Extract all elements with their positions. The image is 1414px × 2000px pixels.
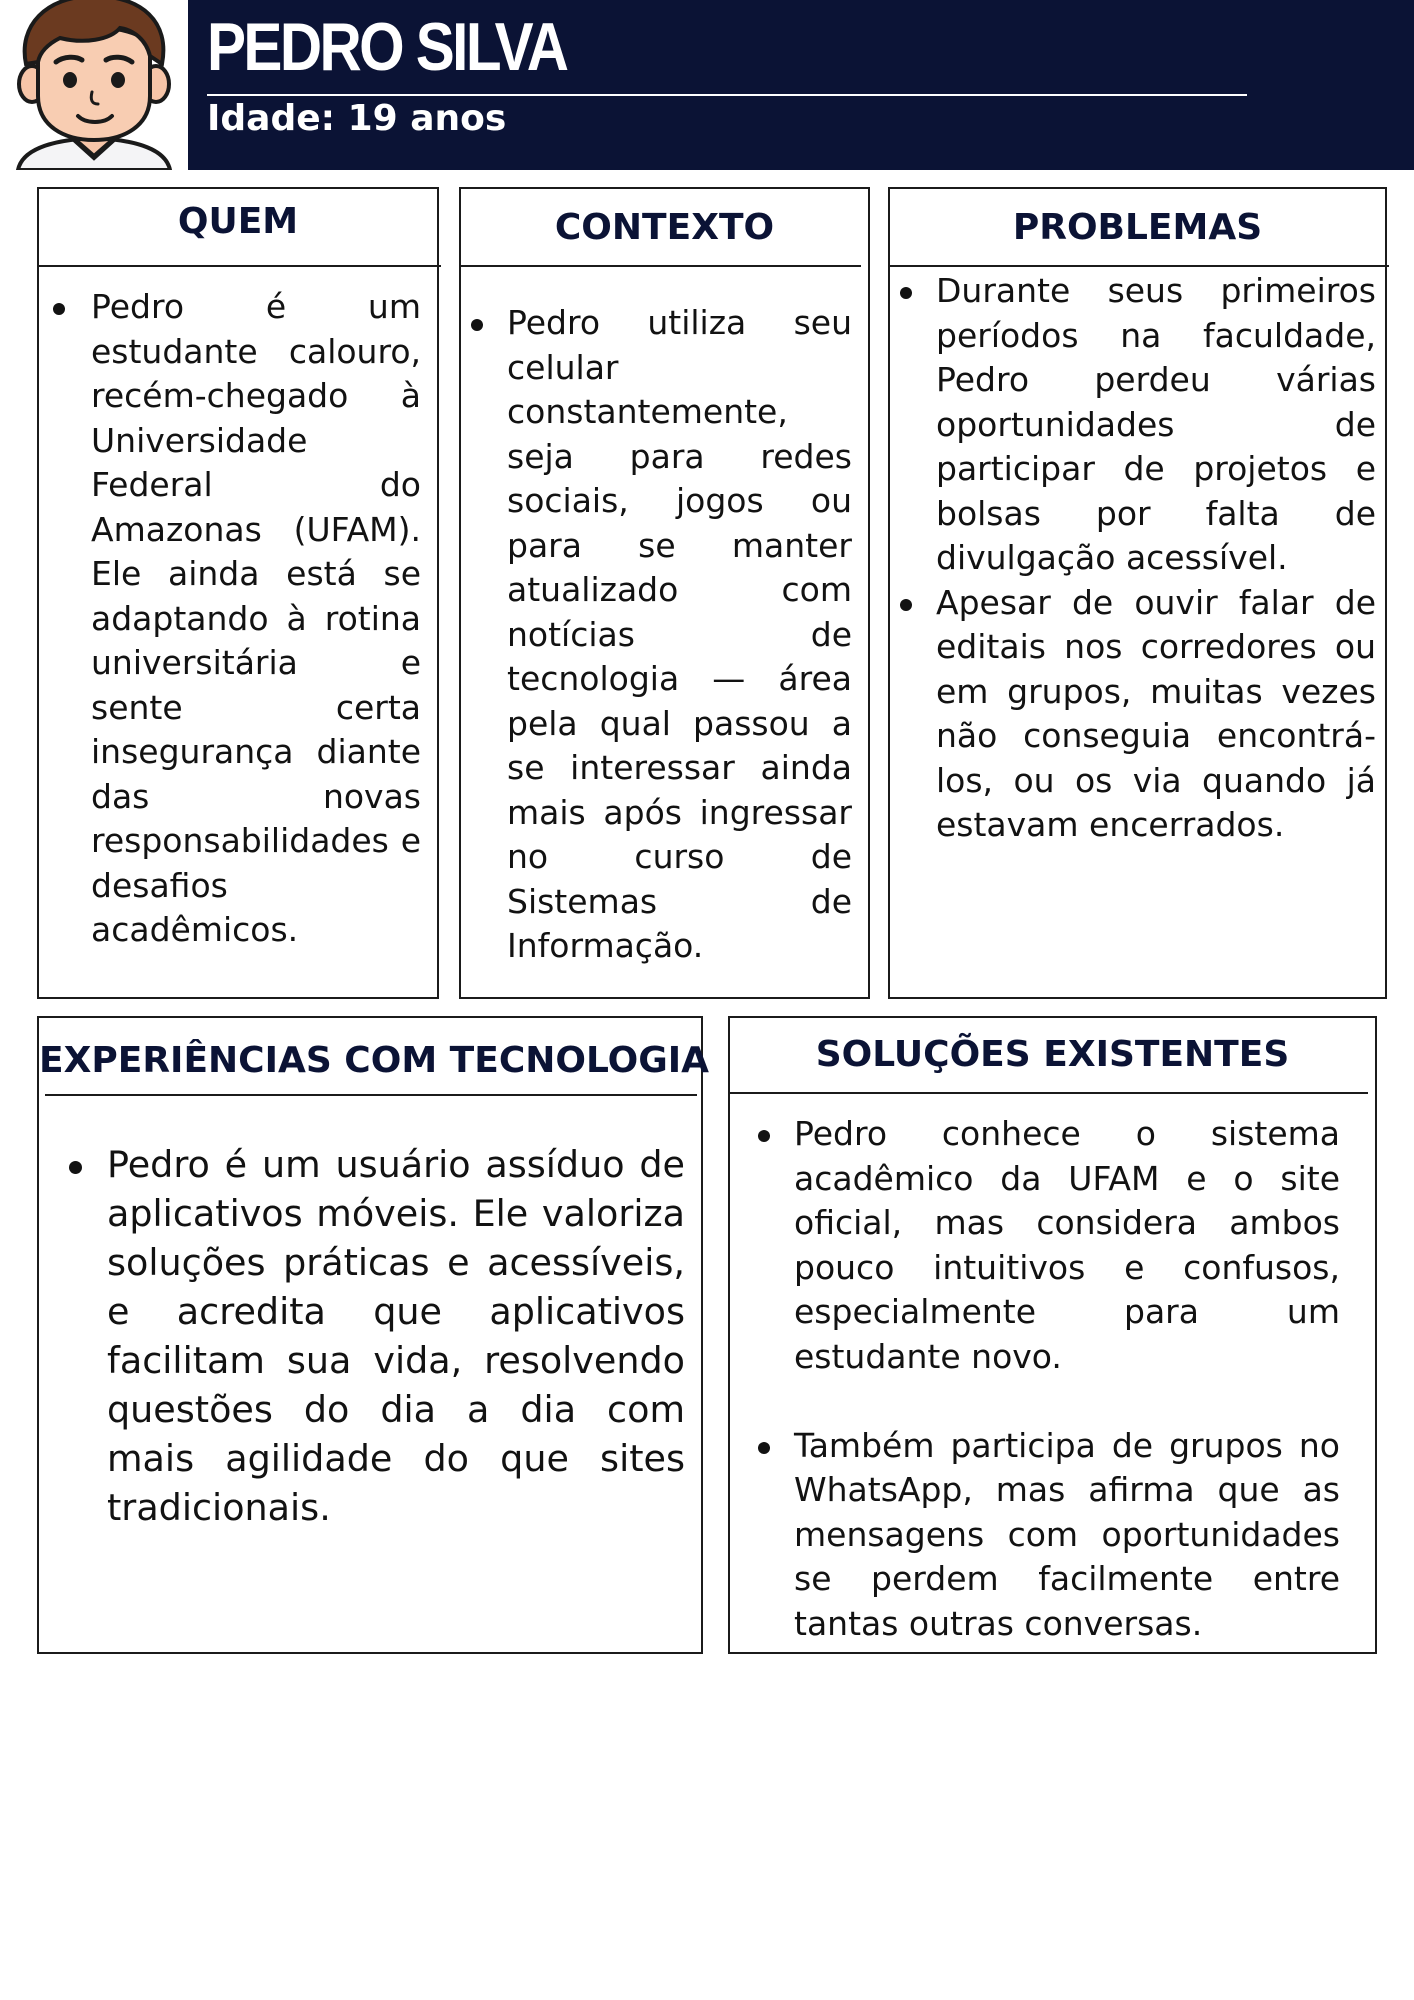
card-divider (45, 1094, 697, 1096)
list-item-text: Pedro conhece o sistema acadêmico da UFAM e o site oficial, mas considera ambos pouco intuitivos e confusos, especialmente para um estudante novo. (794, 1114, 1340, 1376)
list-item (507, 301, 852, 969)
bullet-icon (900, 287, 912, 299)
card-divider (890, 265, 1389, 267)
bullet-list-problemas (936, 269, 1376, 848)
bullet-list-quem (91, 285, 421, 953)
bullet-list-contexto (507, 301, 852, 969)
list-item-text: Pedro utiliza seu celular constantemente, seja para redes sociais, jogos ou para se manter atualizado com notícias de tecnologia — área pela qual passou a se interessar ainda mais após ingressar no curso de Sistemas de Informação. (507, 303, 852, 965)
card-divider (730, 1092, 1368, 1094)
bullet-icon (758, 1442, 770, 1454)
list-item-text: Pedro é um usuário assíduo de aplicativos móveis. Ele valoriza soluções práticas e acessíveis, e acredita que aplicativos facilitam sua vida, resolvendo questões do dia a dia com mais agilidade do que sites tradicionais. (107, 1143, 685, 1529)
bullet-icon (900, 599, 912, 611)
card-divider (461, 265, 861, 267)
bullet-icon (69, 1161, 82, 1174)
card-title-contexto: CONTEXTO (554, 207, 775, 248)
list-item (936, 269, 1376, 581)
bullet-icon (53, 303, 65, 315)
bullet-list-experiencias (107, 1140, 685, 1532)
card-quem (37, 187, 439, 999)
list-item-text: Também participa de grupos no WhatsApp, mas afirma que as mensagens com oportunidades se perdem facilmente entre tantas outras conversas. (794, 1425, 1340, 1643)
card-problemas (888, 187, 1387, 999)
list-item (794, 1424, 1340, 1647)
header-banner (0, 0, 1414, 170)
list-item (936, 581, 1376, 848)
list-item (794, 1112, 1340, 1379)
persona-name: PEDRO SILVA (207, 9, 567, 85)
card-experiencias (37, 1016, 710, 1654)
persona-age: Idade: 19 anos (207, 98, 507, 139)
list-item (91, 285, 421, 953)
card-title-problemas: PROBLEMAS (1012, 207, 1263, 248)
card-title-solucoes: SOLUÇÕES EXISTENTES (815, 1034, 1290, 1075)
list-item-text: Durante seus primeiros períodos na faculdade, Pedro perdeu várias oportunidades de participar de projetos e bolsas por falta de divulgação acessível. (936, 271, 1376, 577)
card-title-experiencias: EXPERIÊNCIAS COM TECNOLOGIA (39, 1040, 710, 1081)
card-contexto (459, 187, 870, 999)
list-item-text: Apesar de ouvir falar de editais nos corredores ou em grupos, muitas vezes não conseguia encontrá-los, ou os via quando já estavam encerrados. (936, 582, 1376, 844)
bullet-icon (758, 1130, 770, 1142)
list-item-text: Pedro é um estudante calouro, recém-chegado à Universidade Federal do Amazonas (UFAM). Ele ainda está se adaptando à rotina universitária e sente certa insegurança diante das novas responsabilidades e desafios acadêmicos. (91, 287, 421, 949)
avatar-illustration-icon (0, 0, 188, 170)
bullet-icon (471, 319, 483, 331)
card-solucoes (728, 1016, 1377, 1654)
header-divider (207, 94, 1247, 96)
card-title-quem: QUEM (177, 201, 299, 242)
bullet-list-solucoes (794, 1112, 1340, 1646)
card-divider (39, 265, 441, 267)
avatar (0, 0, 188, 170)
list-item (107, 1140, 685, 1532)
